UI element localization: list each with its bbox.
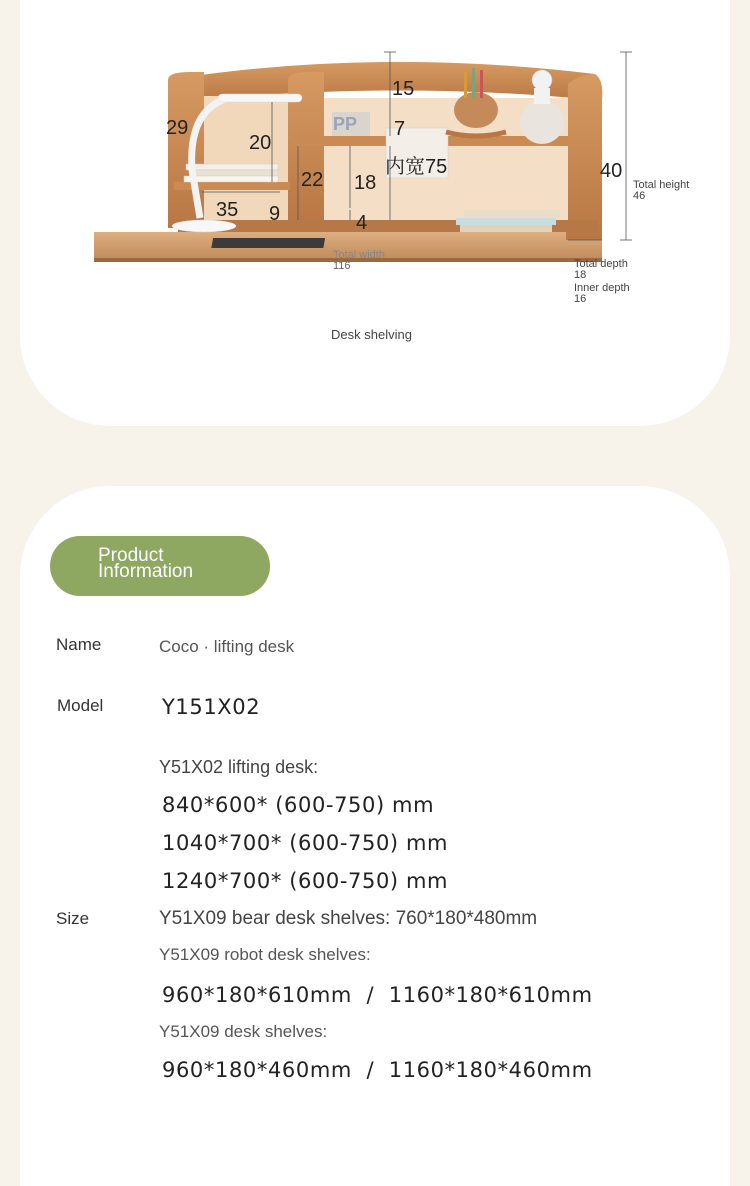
name-value: Coco · lifting desk — [159, 637, 295, 656]
model-label: Model — [57, 696, 104, 715]
block-letters: PP — [333, 114, 358, 134]
inner-depth-value: 16 — [574, 293, 587, 305]
size-label: Size — [56, 909, 90, 928]
total-depth-value: 18 — [574, 269, 587, 281]
dim-18: 18 — [354, 172, 377, 194]
total-width-value: 116 — [333, 260, 351, 272]
badge-label: Product Information — [98, 545, 194, 582]
dim-7: 7 — [394, 118, 406, 140]
dim-15: 15 — [392, 78, 415, 100]
total-height-value: 46 — [633, 190, 646, 202]
dim-40: 40 — [600, 160, 623, 182]
size-line: 840*600* (600-750) mm — [162, 793, 435, 817]
dim-20: 20 — [249, 132, 272, 154]
total-depth-label: Total depth — [574, 258, 628, 270]
total-width-label: Total width — [333, 249, 385, 261]
model-value: Y151X02 — [162, 695, 261, 719]
dim-inner-width: 内宽75 — [385, 156, 448, 178]
size-line: 1240*700* (600-750) mm — [162, 869, 449, 893]
dim-35: 35 — [216, 199, 239, 221]
dim-29: 29 — [166, 117, 189, 139]
dim-22: 22 — [301, 169, 324, 191]
size-line: 1040*700* (600-750) mm — [162, 831, 449, 855]
right-side-panel — [566, 74, 602, 240]
dim-4: 4 — [356, 212, 368, 234]
dim-9: 9 — [269, 203, 281, 225]
total-height-label: Total height — [633, 179, 690, 191]
name-label: Name — [56, 635, 102, 654]
size-line: 960*180*460mm / 1160*180*460mm — [162, 1058, 593, 1082]
diagram-caption: Desk shelving — [331, 327, 412, 342]
size-line: 960*180*610mm / 1160*180*610mm — [162, 983, 593, 1007]
size-line: Y51X09 desk shelves: — [159, 1022, 328, 1041]
product-info-badge — [50, 536, 270, 596]
size-line: Y51X09 robot desk shelves: — [159, 945, 371, 964]
size-line: Y51X02 lifting desk: — [159, 757, 319, 777]
size-line: Y51X09 bear desk shelves: 760*180*480mm — [159, 908, 538, 929]
inner-depth-label: Inner depth — [574, 282, 630, 294]
